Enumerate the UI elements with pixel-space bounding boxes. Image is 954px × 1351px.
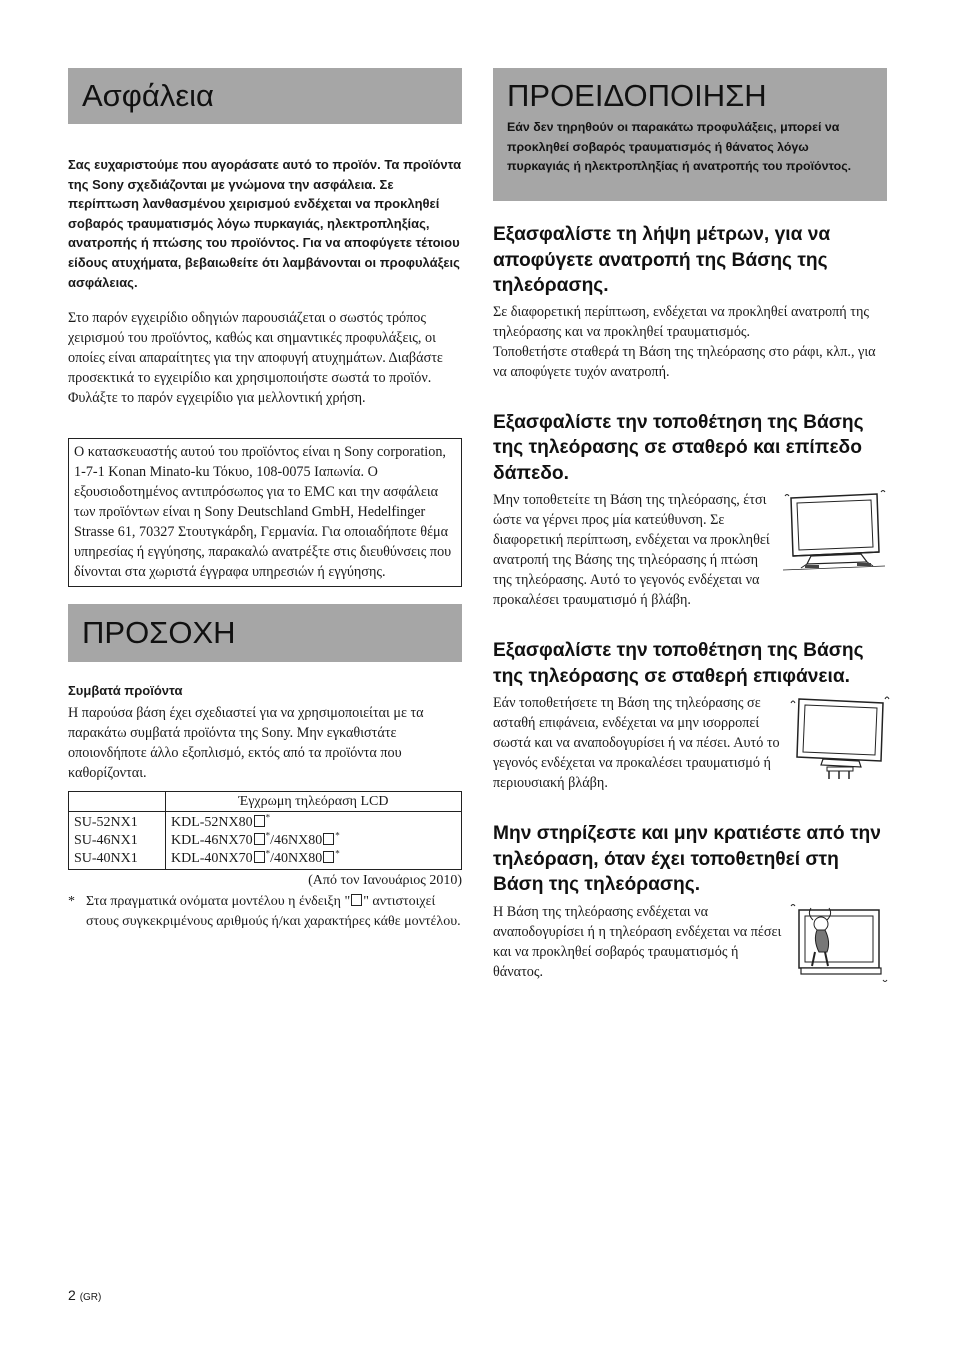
compat-table-corner (69, 792, 166, 812)
tilted-tv-illustration (781, 490, 891, 574)
section-body: Η Βάση της τηλεόρασης ενδέχεται να αναποδογυρίσει ή η τηλεόραση ενδέχεται να πέσει και να προκληθεί σοβαρός τραυματισμός ή θάνατος. (493, 903, 782, 980)
placeholder-square-icon (254, 833, 265, 845)
warning-text: Εάν δεν τηρηθούν οι παρακάτω προφυλάξεις, μπορεί να προκληθεί σοβαρός τραυματισμός ή θάνατος λόγω πυρκαγιάς ή ηλεκτροπληξίας ή ανατροπής του προϊόντος. (507, 120, 852, 173)
section-title: Εξασφαλίστε τη λήψη μέτρων, για να αποφύγετε ανατροπή της Βάσης της τηλεόρασης. (493, 224, 831, 296)
footnote-ref: * (265, 812, 271, 823)
footnote-text-b: " αντιστοιχεί στους συγκεκριμένους αριθμούς ή/και χαρακτήρες κάθε μοντέλου. (86, 894, 461, 930)
language-code: (GR) (79, 1292, 102, 1303)
footnote-ref: * (265, 848, 271, 859)
section-level-floor (493, 410, 887, 611)
unstable-tv-icon (787, 693, 891, 781)
placeholder-square-icon (254, 851, 265, 863)
tv-model-alt: /46NX80 (270, 833, 323, 849)
tv-model: KDL-52NX80 (171, 815, 253, 831)
tv-model-row (171, 814, 456, 832)
section-tip-prevention (493, 222, 887, 382)
section-title: Μην στηρίζεστε και μην κρατιέστε από την τηλεόραση, όταν έχει τοποθετηθεί στη Βάση της τηλεόρασης. (493, 823, 881, 895)
caution-banner (68, 604, 462, 662)
section-title: Εξασφαλίστε την τοποθέτηση της Βάσης της τηλεόρασης σε σταθερή επιφάνεια. (493, 640, 864, 687)
stand-list (69, 812, 166, 870)
tv-model: KDL-46NX70 (171, 833, 253, 849)
section-no-leaning (493, 821, 887, 982)
section-content (493, 902, 887, 982)
section-body: Μην τοποθετείτε τη Βάση της τηλεόρασης, έτσι ώστε να γέρνει προς μία κατεύθυνση. Σε διαφορετική περίπτωση, ενδέχεται να προκληθεί ανατροπή της Βάσης της τηλεόρασης ή πτώση της τηλεόρασης. Αυτό το γεγονός ενδέχεται να προκαλέσει τραυματισμό ή βλάβη. (493, 492, 770, 608)
safety-banner (68, 68, 462, 124)
page-number (68, 1287, 101, 1303)
footnote-mark: * (68, 894, 75, 910)
tv-model: KDL-40NX70 (171, 851, 253, 867)
footnote-text-a: Στα πραγματικά ονόματα μοντέλου η ένδειξη " (86, 894, 351, 910)
compat-table (68, 791, 462, 870)
since-date: (Από τον Ιανουάριος 2010) (308, 873, 462, 889)
compat-body: Η παρούσα βάση έχει σχεδιαστεί για να χρησιμοποιείται με τα παρακάτω συμβατά προϊόντα της Sony. Μην εγκαθιστάτε οποιονδήποτε άλλο εξοπλισμό, εκτός από τα προϊόντα που καθορίζονται. (68, 705, 424, 782)
unstable-tv-illustration (787, 693, 891, 781)
footnote-ref: * (265, 830, 271, 841)
warning-title: ΠΡΟΕΙΔΟΠΟΙΗΣΗ (507, 78, 767, 113)
placeholder-square-icon (254, 815, 265, 827)
section-content (493, 693, 887, 793)
warning-banner (493, 68, 887, 201)
placeholder-square-icon (351, 894, 362, 906)
footnote-ref: * (335, 848, 340, 859)
safety-title: Ασφάλεια (82, 78, 214, 113)
right-column (493, 68, 887, 990)
footnote (68, 892, 462, 932)
stand-model: SU-52NX1 (74, 815, 138, 831)
safety-intro-body: Στο παρόν εγχειρίδιο οδηγιών παρουσιάζεται ο σωστός τρόπος χειρισμού του προϊόντος, καθώς και σημαντικές προφυλάξεις, οι οποίες είναι απαραίτητες για την αποφυγή ατυχημάτων. Διαβάστε προσεκτικά το εγχειρίδιο και χρησιμοποιήστε σωστά το προϊόν. Φυλάξτε το παρόν εγχειρίδιο για μελλοντική χρήση. (68, 310, 443, 407)
footnote-text (86, 892, 462, 932)
placeholder-square-icon (323, 851, 334, 863)
stand-model: SU-40NX1 (74, 851, 138, 867)
tv-model-list (166, 812, 462, 870)
safety-intro-bold: Σας ευχαριστούμε που αγοράσατε αυτό το προϊόν. Τα προϊόντα της Sony σχεδιάζονται με γνώμονα την ασφάλεια. Σε περίπτωση λανθασμένου χειρισμού ενδέχεται να προκληθεί σοβαρός τραυματισμός λόγω πυρκαγιάς, ηλεκτροπληξίας, ανατροπής ή πτώσης του προϊόντος. Για να αποφύγετε τέτοιου είδους ατυχήματα, βεβαιωθείτε ότι λαμβάνονται οι προφυλάξεις ασφάλειας. (68, 157, 462, 290)
tv-model-row (171, 832, 456, 850)
compat-table-header: Έγχρωμη τηλεόραση LCD (166, 792, 462, 812)
left-column (68, 68, 462, 932)
placeholder-square-icon (323, 833, 334, 845)
manufacturer-box: Ο κατασκευαστής αυτού του προϊόντος είναι η Sony corporation, 1-7-1 Konan Minato-ku Τόκυο, 108-0075 Ιαπωνία. Ο εξουσιοδοτημένος αντιπρόσωπος για το EMC και την ασφάλεια των προϊόντων είναι η Sony Deutschland GmbH, Hedelfinger Strasse 61, 70327 Στουτγκάρδη, Γερμανία. Για οποιαδήποτε θέμα υπηρεσίας ή εγγύησης, παρακαλώ ανατρέξτε στις διευθύνσεις που δίνονται στα χωριστά έγγραφα υπηρεσιών ή εγγύησης. (68, 438, 462, 587)
section-body: Σε διαφορετική περίπτωση, ενδέχεται να προκληθεί ανατροπή της τηλεόρασης και να προκληθεί τραυματισμός. (493, 303, 869, 340)
tv-model-alt: /40NX80 (270, 851, 323, 867)
compat-heading: Συμβατά προϊόντα (68, 683, 183, 699)
section-body: Εάν τοποθετήσετε τη Βάση της τηλεόρασης σε ασταθή επιφάνεια, ενδέχεται να μην ισορροπεί σωστά και να αναποδογυρίσει ή να πέσει. Αυτό το γεγονός ενδέχεται να προκαλέσει τραυματισμό ή περιουσιακή βλάβη. (493, 695, 780, 791)
leaning-child-illustration (787, 902, 891, 990)
section-body: Τοποθετήστε σταθερά τη Βάση της τηλεόρασης στο ράφι, κλπ., για να αποφύγετε τυχόν ανατροπή. (493, 343, 876, 380)
section-content (493, 490, 887, 610)
section-stable-surface (493, 638, 887, 793)
footnote-ref: * (335, 830, 340, 841)
stand-model: SU-46NX1 (74, 833, 138, 849)
leaning-child-icon (787, 902, 891, 990)
tv-model-row (171, 850, 456, 868)
page-number-value: 2 (68, 1287, 76, 1303)
tilted-tv-icon (781, 490, 891, 574)
section-title: Εξασφαλίστε την τοποθέτηση της Βάσης της τηλεόρασης σε σταθερό και επίπεδο δάπεδο. (493, 411, 864, 484)
caution-title: ΠΡΟΣΟΧΗ (82, 615, 236, 651)
